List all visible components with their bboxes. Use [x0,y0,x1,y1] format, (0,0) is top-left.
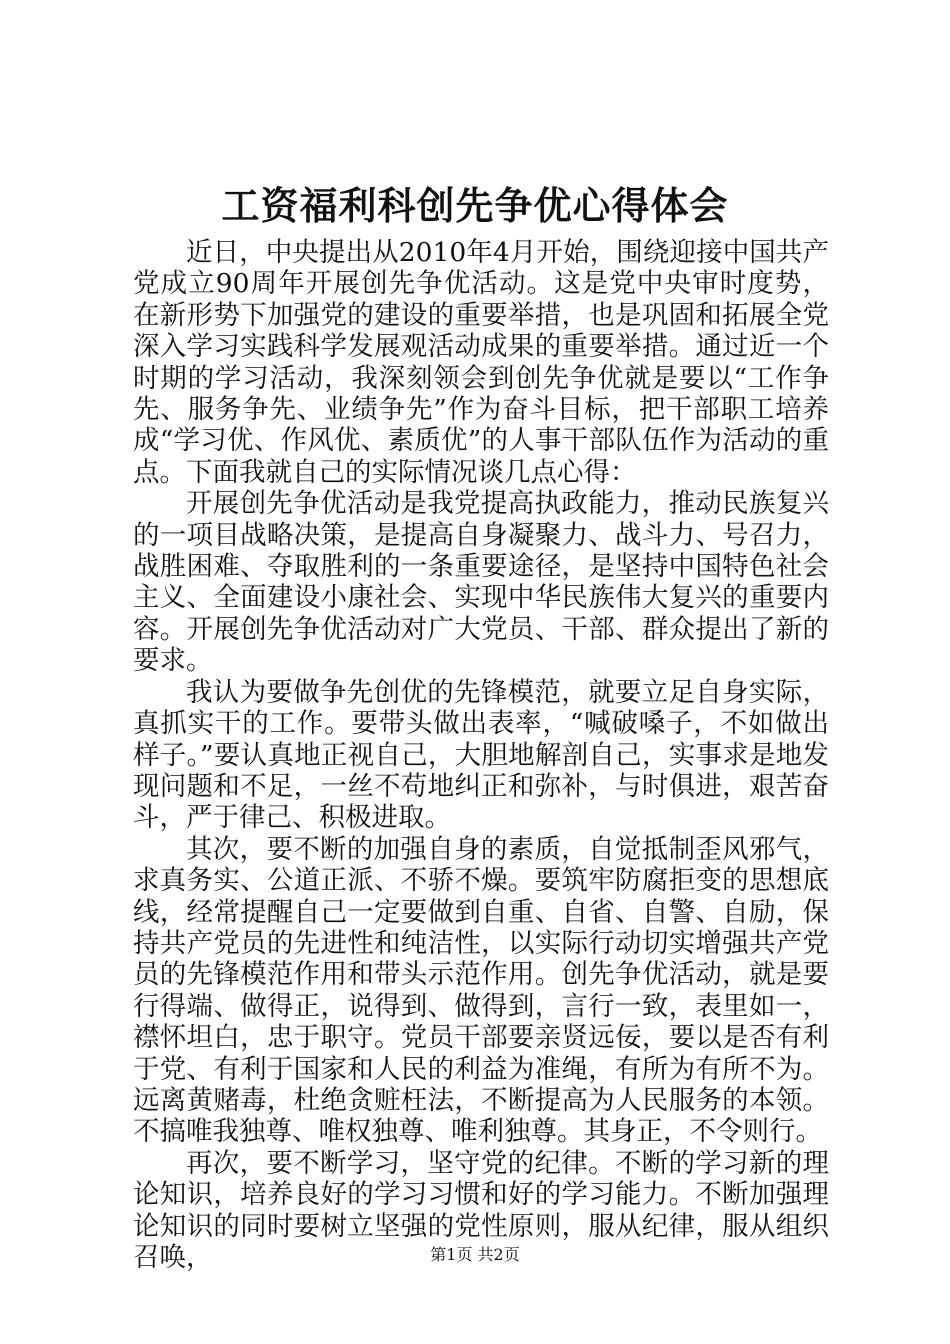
paragraph-2: 开展创先争优活动是我党提高执政能力，推动民族复兴的一项目战略决策，是提高自身凝聚力、战斗力、号召力，战胜困难、夺取胜利的一条重要途径，是坚持中国特色社会主义、全面建设小康社会、实现中华民族伟大复兴的重要内容。开展创先争优活动对广大党员、干部、群众提出了新的要求。 [133,488,829,677]
document-title: 工资福利科创先争优心得体会 [221,183,729,228]
paragraph-3: 我认为要做争先创优的先锋模范，就要立足自身实际，真抓实干的工作。要带头做出表率，“喊破嗓子，不如做出样子。”要认真地正视自己，大胆地解剖自己，实事求是地发现问题和不足，一丝不苟地纠正和弥补，与时俱进，艰苦奋斗，严于律己、积极进取。 [133,676,829,834]
paragraph-4: 其次，要不断的加强自身的素质，自觉抵制歪风邪气，求真务实、公道正派、不骄不燥。要筑牢防腐拒变的思想底线，经常提醒自己一定要做到自重、自省、自警、自励，保持共产党员的先进性和纯洁性，以实际行动切实增强共产党员的先锋模范作用和带头示范作用。创先争优活动，就是要行得端、做得正，说得到、做得到，言行一致，表里如一，襟怀坦白，忠于职守。党员干部要亲贤远佞，要以是否有利于党、有利于国家和人民的利益为准绳，有所为有所不为。远离黄赌毒，杜绝贪赃枉法，不断提高为人民服务的本领。不搞唯我独尊、唯权独尊、唯利独尊。其身正，不令则行。 [133,833,829,1148]
document-body [133,237,829,1273]
paragraph-1: 近日，中央提出从2010年4月开始，围绕迎接中国共产党成立90周年开展创先争优活动。这是党中央审时度势，在新形势下加强党的建设的重要举措，也是巩固和拓展全党深入学习实践科学发展观活动成果的重要举措。通过近一个时期的学习活动，我深刻领会到创先争优就是要以“工作争先、服务争先、业绩争先”作为奋斗目标，把干部职工培养成“学习优、作风优、素质优”的人事干部队伍作为活动的重点。下面我就自己的实际情况谈几点心得： [133,237,829,488]
paragraph-5: 再次，要不断学习，坚守党的纪律。不断的学习新的理论知识，培养良好的学习习惯和好的学习能力。不断加强理论知识的同时要树立坚强的党性原则，服从纪律，服从组织召唤， [133,1147,829,1273]
page-footer: 第1页 共2页 [430,1245,520,1264]
